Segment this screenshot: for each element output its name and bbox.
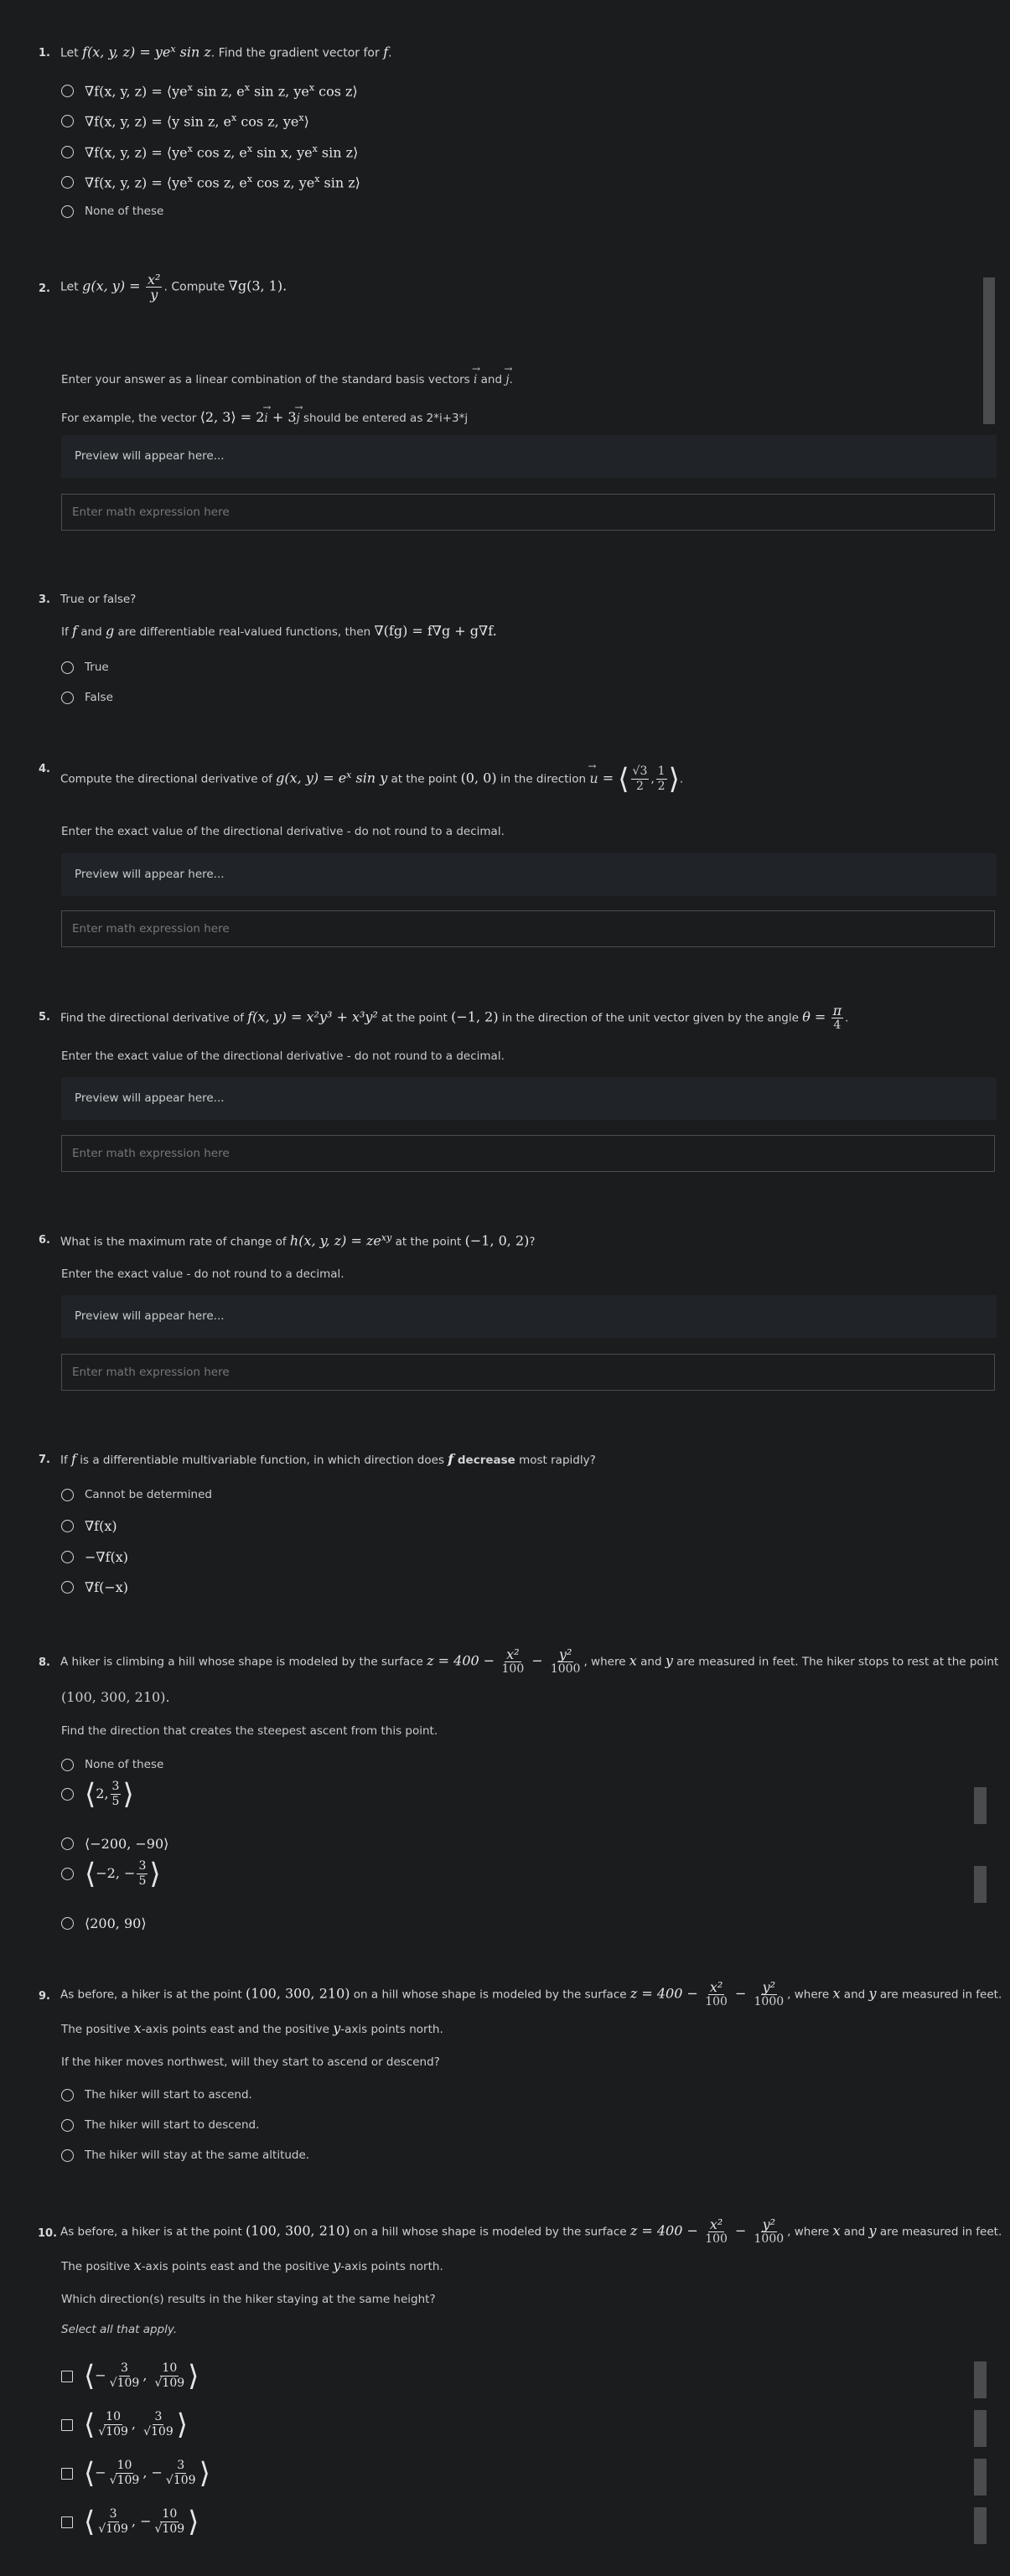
option-label: False [85,691,113,704]
radio-button[interactable] [61,1837,74,1850]
question-number: 2. [39,282,50,295]
option-label: ⟨−2, − $\frac{3}{5}$ ⟩ [85,1857,161,1891]
math-preview: Preview will appear here... [61,1295,997,1338]
question-text: Let g(x, y) = $\frac{\text{x²}}{y}$ . Compute ∇g(3, 1). [60,272,287,303]
question-number: 3. [39,593,50,606]
option-radio[interactable] [61,1518,117,1534]
option-radio[interactable] [61,1758,163,1771]
option-checkbox[interactable] [61,2408,189,2442]
scrollbar-thumb[interactable] [974,1866,987,1903]
radio-button[interactable] [61,1917,74,1930]
math-expression-field[interactable] [62,495,994,530]
option-radio[interactable] [61,1488,212,1501]
radio-button[interactable] [61,176,74,189]
math-preview: Preview will appear here... [61,853,997,896]
radio-button[interactable] [61,85,74,97]
option-radio[interactable] [61,661,109,674]
option-radio[interactable] [61,205,163,218]
fraction: $\frac{\text{x²}}{y}$ [148,272,161,303]
scrollbar-thumb[interactable] [974,2459,987,2496]
option-label: ⟨− $\frac{3}{√109}$ , $\frac{10}{√109}$ ⟩ [84,2359,199,2393]
option-label: Cannot be determined [85,1488,212,1501]
option-radio[interactable] [61,112,309,129]
checkbox[interactable] [61,2516,73,2528]
option-radio[interactable] [61,2088,252,2102]
vector-j: → j [505,373,509,386]
option-radio[interactable] [61,1836,168,1852]
question-text: As before, a hiker is at the point (100, 300, 210) on a hill whose shape is modeled by the surface z = 400 − $\frac{\text{x²}}{100}$ − $\frac{\text{y²}}{1000}$ , where x and y are measured in feet. [60,1979,1002,2008]
instructions: Enter the exact value - do not round to a decimal. [61,1267,344,1281]
option-radio[interactable] [61,82,358,99]
radio-button[interactable] [61,2089,74,2102]
option-radio[interactable] [61,143,358,160]
option-label: ⟨2, $\frac{3}{5}$ ⟩ [85,1777,134,1811]
option-label: ⟨− $\frac{10}{√109}$ , − $\frac{3}{√109}$ ⟩ [84,2456,210,2490]
scrollbar-thumb[interactable] [974,2361,987,2398]
radio-button[interactable] [61,2119,74,2132]
radio-button[interactable] [61,1551,74,1563]
option-checkbox[interactable] [61,2507,199,2537]
scrollbar-thumb[interactable] [974,2410,987,2447]
instructions: Enter the exact value of the directional derivative - do not round to a decimal. [61,825,505,838]
question-text: A hiker is climbing a hill whose shape is modeled by the surface z = 400 − $\frac{\text{x²}}{100}$ − $\frac{\text{y²}}{1000}$ , where x and y are measured in feet. The hiker stops to rest at the point [60,1646,999,1676]
math-expression-field[interactable] [62,1355,994,1390]
math-input[interactable] [61,1354,995,1391]
math-expression-field[interactable] [62,911,994,946]
option-radio[interactable] [61,1859,161,1889]
math-input[interactable] [61,494,995,531]
option-label: The hiker will start to descend. [85,2118,260,2132]
option-radio[interactable] [61,1579,128,1595]
radio-button[interactable] [61,692,74,704]
math-expression-field[interactable] [62,1136,994,1171]
axes-note: The positive x-axis points east and the positive y-axis points north. [61,2257,443,2273]
radio-button[interactable] [61,1759,74,1771]
radio-button[interactable] [61,1788,74,1801]
statement: If f and g are differentiable real-valued functions, then ∇(fg) = f∇g + g∇f. [61,623,497,639]
rest-point: (100, 300, 210). [61,1689,170,1705]
vector-i: → i [474,373,477,386]
math-input[interactable] [61,1135,995,1172]
option-checkbox[interactable] [61,2456,210,2490]
question-text: What is the maximum rate of change of h(x, y, $z) = ze^{xy}$ at the point (−1, 0, 2)? [60,1232,536,1249]
question-text: Find the directional derivative of f(x, y) = x²y³ + x³y² at the point (−1, 2) in the direction of the unit vector given by the angle θ = $\frac{\pi}{4}$ . [60,1003,849,1032]
scrollbar-thumb[interactable] [983,277,995,424]
checkbox[interactable] [61,2419,73,2431]
radio-button[interactable] [61,2149,74,2162]
option-label: None of these [85,205,164,218]
option-label: ∇f(−x) [85,1579,129,1595]
question-text: Let f(x, y, $z) = ye^x$ sin z. Find the gradient vector for f. [60,44,392,60]
checkbox[interactable] [61,2468,73,2480]
question-number: 6. [39,1234,50,1247]
radio-button[interactable] [61,1520,74,1532]
select-all-hint: Select all that apply. [61,2323,178,2336]
math-preview: Preview will appear here... [61,1077,997,1120]
option-radio[interactable] [61,2118,259,2132]
option-label: ∇f(x, y, $z) = ⟨ye^x$ cos z, $e^x$ cos z, $ye^x$ sin z⟩ [85,174,360,191]
question-number: 1. [39,47,50,60]
radio-button[interactable] [61,1868,74,1880]
option-label: None of these [85,1758,164,1771]
option-label: −∇f(x) [85,1549,129,1565]
scrollbar-thumb[interactable] [974,1787,987,1824]
example: For example, the vector ⟨2, 3⟩ = 2→ i + 3→ j should be entered as 2*i+3*j [61,409,468,425]
math-input[interactable] [61,910,995,947]
question-number: 8. [39,1656,50,1669]
question-number: 4. [39,763,50,775]
question-number: 9. [39,1990,50,2003]
instructions: Enter the exact value of the directional derivative - do not round to a decimal. [61,1050,505,1063]
question-prompt: Which direction(s) results in the hiker staying at the same height? [61,2293,436,2306]
option-label: The hiker will stay at the same altitude. [85,2148,310,2162]
option-label: ⟨−200, −90⟩ [85,1836,169,1852]
option-checkbox[interactable] [61,2361,199,2391]
option-label: True [85,661,109,674]
radio-button[interactable] [61,661,74,674]
question-prompt: If the hiker moves northwest, will they start to ascend or descend? [61,2055,440,2069]
option-label: ∇f(x, y, $z) = ⟨ye^x$ cos z, $e^x$ sin x, $ye^x$ sin z⟩ [85,143,359,161]
option-label: ⟨200, 90⟩ [85,1915,147,1931]
option-label: ∇f(x) [85,1518,117,1534]
question-number: 5. [39,1011,50,1024]
radio-button[interactable] [61,205,74,218]
question-text: As before, a hiker is at the point (100, 300, 210) on a hill whose shape is modeled by the surface z = 400 − $\frac{\text{x²}}{100}$ − $\frac{\text{y²}}{1000}$ , where x and y are measured in feet. [60,2216,1002,2246]
option-radio[interactable] [61,691,113,704]
axes-note: The positive x-axis points east and the positive y-axis points north. [61,2020,443,2036]
option-label: The hiker will start to ascend. [85,2088,252,2102]
option-label: ⟨ $\frac{10}{√109}$ , $\frac{3}{√109}$ ⟩ [84,2408,189,2442]
option-label: ⟨ $\frac{3}{√109}$ , − $\frac{10}{√109}$ ⟩ [84,2505,199,2539]
option-label: ∇f(x, y, $z) = ⟨ye^x$ sin z, $e^x$ sin z, $ye^x$ cos z⟩ [85,82,358,100]
radio-button[interactable] [61,146,74,158]
checkbox[interactable] [61,2371,73,2382]
question-number: 10. [38,2227,58,2240]
instructions: Enter your answer as a linear combination of the standard basis vectors → i and → j. [61,373,513,386]
question-text: If f is a differentiable multivariable function, in which direction does f decrease most rapidly? [60,1451,596,1467]
option-radio[interactable] [61,174,360,190]
question-number: 7. [39,1454,50,1466]
math-preview: Preview will appear here... [61,435,997,478]
question-text: Compute the directional derivative of g(x, $y) = e^x$ sin y at the point (0, 0) in the direction → u = ⟨ $\frac{√3}{2}$ , $\frac{1}{2}$ ⟩. [60,765,683,794]
option-radio[interactable] [61,2148,309,2162]
option-radio[interactable] [61,1777,134,1811]
radio-button[interactable] [61,1489,74,1501]
radio-button[interactable] [61,1581,74,1594]
scrollbar-thumb[interactable] [974,2507,987,2544]
option-radio[interactable] [61,1915,147,1931]
option-label: ∇f(x, y, z) = ⟨y sin z, $e^x$ cos z, $ye^x⟩$ [85,112,309,130]
option-radio[interactable] [61,1549,128,1565]
radio-button[interactable] [61,115,74,127]
instructions: Find the direction that creates the steepest ascent from this point. [61,1724,438,1738]
question-title: True or false? [60,593,137,606]
